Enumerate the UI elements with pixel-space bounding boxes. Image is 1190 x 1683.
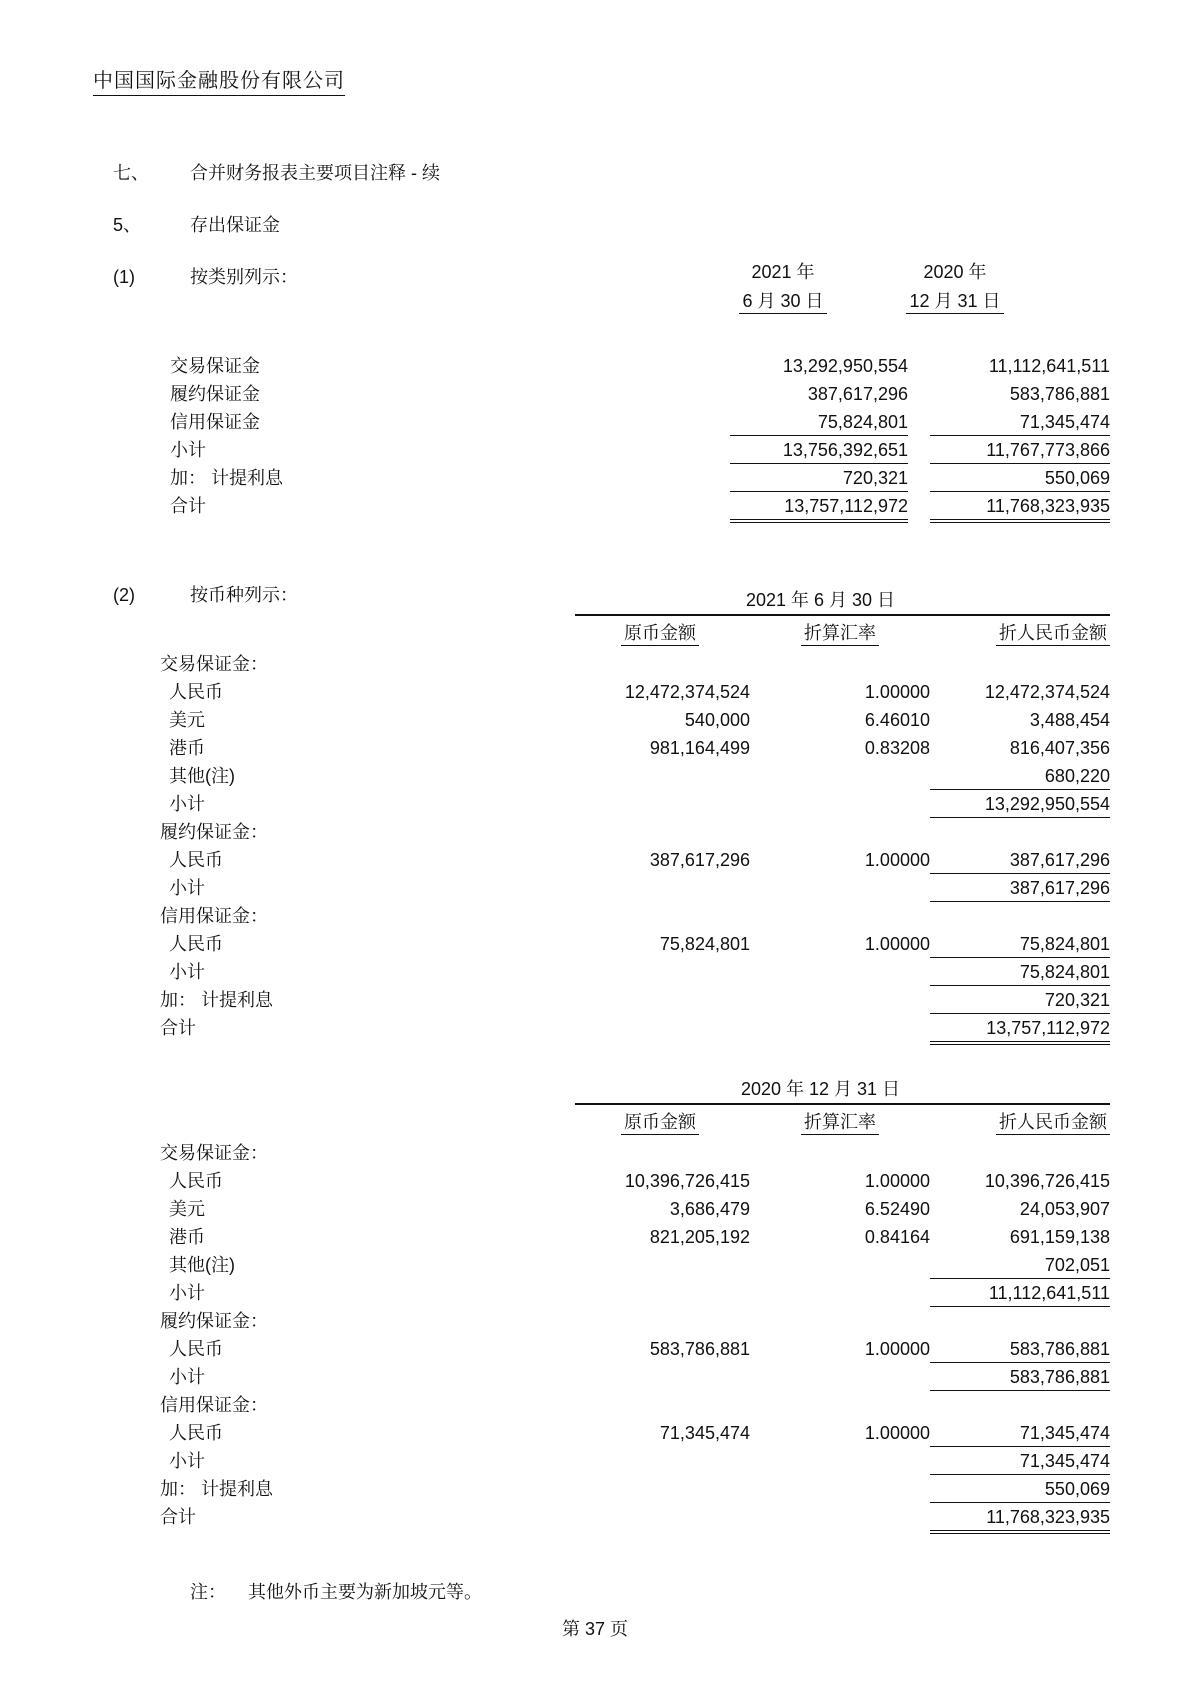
exchange-rate xyxy=(750,1447,930,1475)
table-row xyxy=(160,1014,1110,1042)
exchange-rate xyxy=(750,818,930,846)
exchange-rate xyxy=(750,1279,930,1307)
row-label: 人民币 xyxy=(169,682,223,702)
exchange-rate xyxy=(750,1475,930,1503)
exchange-rate xyxy=(750,902,930,930)
exchange-rate xyxy=(750,1363,930,1391)
table-row xyxy=(160,1475,1110,1503)
cny-amount: 720,321 xyxy=(930,986,1110,1014)
row-label: 美元 xyxy=(169,710,205,730)
row-label: 人民币 xyxy=(169,1423,223,1443)
table-row xyxy=(170,352,1110,380)
part2-title: 按币种列示： xyxy=(190,585,299,605)
table-row xyxy=(160,902,1110,930)
currency-table-2021 xyxy=(160,650,1110,1042)
row-label: 小计 xyxy=(169,878,205,898)
table-row xyxy=(160,818,1110,846)
row-label: 履约保证金 xyxy=(170,384,260,404)
original-amount xyxy=(570,986,750,1014)
cny-amount: 75,824,801 xyxy=(930,958,1110,986)
cny-amount xyxy=(930,902,1110,930)
exchange-rate: 0.84164 xyxy=(864,1227,930,1247)
cny-amount: 680,220 xyxy=(930,762,1110,790)
date-header-2021-table xyxy=(553,586,1088,612)
cny-amount: 387,617,296 xyxy=(930,846,1110,874)
header-cny-amount: 折人民币金额 xyxy=(996,623,1110,646)
table-row xyxy=(160,790,1110,818)
table-top-rule xyxy=(575,1103,1110,1105)
exchange-rate xyxy=(750,1014,930,1042)
exchange-rate xyxy=(750,1139,930,1167)
exchange-rate: 6.46010 xyxy=(864,710,930,730)
row-label: 加： 计提利息 xyxy=(160,990,274,1010)
cny-amount: 71,345,474 xyxy=(930,1419,1110,1447)
row-label: 美元 xyxy=(169,1199,205,1219)
exchange-rate xyxy=(750,1503,930,1531)
row-label: 人民币 xyxy=(169,934,223,954)
row-label: 交易保证金 xyxy=(170,356,260,376)
column-header-2021 xyxy=(703,258,863,316)
row-label: 其他(注) xyxy=(169,1255,235,1275)
cny-amount: 387,617,296 xyxy=(930,874,1110,902)
original-amount xyxy=(570,902,750,930)
table-row xyxy=(160,734,1110,762)
column-date-2020: 12 月 31 日 xyxy=(906,291,1003,314)
exchange-rate: 1.00000 xyxy=(864,1171,930,1191)
original-amount xyxy=(570,1503,750,1531)
exchange-rate xyxy=(750,1391,930,1419)
cny-amount: 583,786,881 xyxy=(930,1363,1110,1391)
part1-heading xyxy=(93,242,298,310)
table-row xyxy=(160,958,1110,986)
table-row xyxy=(160,650,1110,678)
footnote-label: 注： xyxy=(190,1582,227,1602)
original-amount xyxy=(570,1447,750,1475)
exchange-rate xyxy=(750,790,930,818)
row-label: 信用保证金： xyxy=(160,1395,268,1415)
cny-amount xyxy=(930,1307,1110,1335)
original-amount: 12,472,374,524 xyxy=(624,682,750,702)
header-exchange-rate: 折算汇率 xyxy=(801,1112,879,1135)
column-date-2021: 6 月 30 日 xyxy=(739,291,826,314)
row-label: 港币 xyxy=(169,738,205,758)
table-row xyxy=(160,1139,1110,1167)
exchange-rate: 1.00000 xyxy=(864,682,930,702)
amount-2020: 71,345,474 xyxy=(930,408,1110,436)
row-label: 人民币 xyxy=(169,1171,223,1191)
row-label: 加： 计提利息 xyxy=(160,1479,274,1499)
exchange-rate xyxy=(750,1307,930,1335)
table-row xyxy=(160,1391,1110,1419)
amount-2021: 75,824,801 xyxy=(730,408,908,436)
original-amount xyxy=(570,1307,750,1335)
original-amount xyxy=(570,1014,750,1042)
table-row xyxy=(160,1363,1110,1391)
row-label: 合计 xyxy=(160,1507,196,1527)
cny-amount: 75,824,801 xyxy=(930,930,1110,958)
table-top-rule xyxy=(575,614,1110,616)
cny-amount: 550,069 xyxy=(930,1475,1110,1503)
amount-2021: 387,617,296 xyxy=(807,384,908,404)
row-label: 其他(注) xyxy=(169,766,235,786)
original-amount: 981,164,499 xyxy=(649,738,750,758)
part1-number: (1) xyxy=(113,267,136,287)
table-row xyxy=(170,464,1110,492)
table-row xyxy=(160,1195,1110,1223)
original-amount xyxy=(570,1279,750,1307)
column-spacer xyxy=(908,380,930,408)
amount-2021: 13,292,950,554 xyxy=(782,356,908,376)
cny-amount: 3,488,454 xyxy=(1029,710,1110,730)
row-label: 交易保证金： xyxy=(160,654,268,674)
part2-number: (2) xyxy=(113,585,136,605)
header-original-amount: 原币金额 xyxy=(621,623,699,646)
row-label: 信用保证金： xyxy=(160,906,268,926)
table-row xyxy=(160,1279,1110,1307)
subsection-number: 5、 xyxy=(113,215,142,235)
original-amount: 387,617,296 xyxy=(649,850,750,870)
cny-amount: 13,757,112,972 xyxy=(930,1014,1110,1042)
date-header-text: 2020 年 12 月 31 日 xyxy=(740,1079,901,1099)
original-amount xyxy=(570,874,750,902)
column-spacer xyxy=(908,492,930,520)
table-row xyxy=(170,436,1110,464)
exchange-rate: 0.83208 xyxy=(864,738,930,758)
original-amount xyxy=(570,1475,750,1503)
original-amount xyxy=(570,1251,750,1279)
footnote-text: 其他外币主要为新加坡元等。 xyxy=(248,1582,483,1602)
currency-table-2020 xyxy=(160,1139,1110,1531)
original-amount xyxy=(570,790,750,818)
original-amount xyxy=(570,1139,750,1167)
amount-2020: 11,767,773,866 xyxy=(930,436,1110,464)
exchange-rate xyxy=(750,650,930,678)
row-label: 交易保证金： xyxy=(160,1143,268,1163)
table-row xyxy=(160,986,1110,1014)
column-header-2020 xyxy=(875,258,1035,316)
cny-amount: 11,768,323,935 xyxy=(930,1503,1110,1531)
amount-2020: 550,069 xyxy=(930,464,1110,492)
cny-amount xyxy=(930,1139,1110,1167)
row-label: 履约保证金： xyxy=(160,1311,268,1331)
table-row xyxy=(170,380,1110,408)
table-row xyxy=(170,492,1110,520)
column-year-2020: 2020 年 xyxy=(923,262,987,282)
row-label: 合计 xyxy=(170,496,206,516)
table-row xyxy=(160,930,1110,958)
table-row xyxy=(160,1167,1110,1195)
table-by-category xyxy=(170,352,1110,520)
exchange-rate: 6.52490 xyxy=(864,1199,930,1219)
amount-2020: 11,768,323,935 xyxy=(930,492,1110,520)
exchange-rate xyxy=(750,1251,930,1279)
section-number: 七、 xyxy=(113,163,150,183)
original-amount xyxy=(570,818,750,846)
cny-amount xyxy=(930,818,1110,846)
section-title: 合并财务报表主要项目注释 - 续 xyxy=(190,163,441,183)
amount-2021: 13,757,112,972 xyxy=(730,492,908,520)
table-row xyxy=(160,1335,1110,1363)
header-spacer xyxy=(160,1107,570,1140)
original-amount xyxy=(570,762,750,790)
exchange-rate xyxy=(750,762,930,790)
row-label: 人民币 xyxy=(169,850,223,870)
cny-amount: 10,396,726,415 xyxy=(984,1171,1110,1191)
table-row xyxy=(160,1307,1110,1335)
exchange-rate xyxy=(750,874,930,902)
table-row xyxy=(160,1223,1110,1251)
exchange-rate: 1.00000 xyxy=(864,850,930,870)
company-name xyxy=(93,64,345,93)
cny-amount: 71,345,474 xyxy=(930,1447,1110,1475)
row-label: 合计 xyxy=(160,1018,196,1038)
original-amount xyxy=(570,958,750,986)
table-row xyxy=(160,1419,1110,1447)
row-label: 小计 xyxy=(169,962,205,982)
part1-title: 按类别列示： xyxy=(190,267,299,287)
table-row xyxy=(170,408,1110,436)
table-row xyxy=(160,846,1110,874)
column-year-2021: 2021 年 xyxy=(751,262,815,282)
original-amount: 540,000 xyxy=(684,710,750,730)
original-amount: 583,786,881 xyxy=(649,1339,750,1359)
table-row xyxy=(160,1251,1110,1279)
original-amount: 3,686,479 xyxy=(669,1199,750,1219)
column-spacer xyxy=(908,464,930,492)
table-row xyxy=(160,762,1110,790)
header-original-amount: 原币金额 xyxy=(621,1112,699,1135)
cny-amount xyxy=(930,1391,1110,1419)
cny-amount: 11,112,641,511 xyxy=(930,1279,1110,1307)
currency-table-header-2021 xyxy=(160,618,1110,651)
original-amount xyxy=(570,650,750,678)
cny-amount xyxy=(930,650,1110,678)
cny-amount: 24,053,907 xyxy=(1019,1199,1110,1219)
cny-amount: 13,292,950,554 xyxy=(930,790,1110,818)
subsection-title: 存出保证金 xyxy=(190,215,281,235)
column-spacer xyxy=(908,408,930,436)
header-spacer xyxy=(160,618,570,651)
cny-amount: 816,407,356 xyxy=(1009,738,1110,758)
date-header-text: 2021 年 6 月 30 日 xyxy=(745,590,896,610)
row-label: 信用保证金 xyxy=(170,412,260,432)
original-amount: 71,345,474 xyxy=(659,1423,750,1443)
table-row xyxy=(160,1503,1110,1531)
table-row xyxy=(160,1447,1110,1475)
row-label: 港币 xyxy=(169,1227,205,1247)
row-label: 履约保证金： xyxy=(160,822,268,842)
cny-amount: 702,051 xyxy=(930,1251,1110,1279)
table-row xyxy=(160,706,1110,734)
table-row xyxy=(160,678,1110,706)
header-exchange-rate: 折算汇率 xyxy=(801,623,879,646)
row-label: 人民币 xyxy=(169,1339,223,1359)
row-label: 小计 xyxy=(169,1367,205,1387)
cny-amount: 12,472,374,524 xyxy=(984,682,1110,702)
currency-table-header-2020 xyxy=(160,1107,1110,1140)
page-number: 第 37 页 xyxy=(561,1619,629,1639)
cny-amount: 691,159,138 xyxy=(1009,1227,1110,1247)
original-amount: 821,205,192 xyxy=(649,1227,750,1247)
row-label: 加： 计提利息 xyxy=(170,468,284,488)
amount-2021: 720,321 xyxy=(730,464,908,492)
exchange-rate xyxy=(750,986,930,1014)
table-row xyxy=(160,874,1110,902)
exchange-rate: 1.00000 xyxy=(864,1423,930,1443)
date-header-2020-table xyxy=(553,1075,1088,1101)
row-label: 小计 xyxy=(169,794,205,814)
original-amount xyxy=(570,1391,750,1419)
original-amount: 10,396,726,415 xyxy=(624,1171,750,1191)
exchange-rate: 1.00000 xyxy=(864,1339,930,1359)
row-label: 小计 xyxy=(169,1283,205,1303)
amount-2020: 583,786,881 xyxy=(1009,384,1110,404)
original-amount: 75,824,801 xyxy=(659,934,750,954)
header-cny-amount: 折人民币金额 xyxy=(996,1112,1110,1135)
column-spacer xyxy=(908,352,930,380)
exchange-rate xyxy=(750,958,930,986)
amount-2020: 11,112,641,511 xyxy=(988,356,1110,376)
exchange-rate: 1.00000 xyxy=(864,934,930,954)
row-label: 小计 xyxy=(170,440,206,460)
amount-2021: 13,756,392,651 xyxy=(730,436,908,464)
company-name-text: 中国国际金融股份有限公司 xyxy=(93,70,345,96)
cny-amount: 583,786,881 xyxy=(930,1335,1110,1363)
column-spacer xyxy=(908,436,930,464)
original-amount xyxy=(570,1363,750,1391)
row-label: 小计 xyxy=(169,1451,205,1471)
